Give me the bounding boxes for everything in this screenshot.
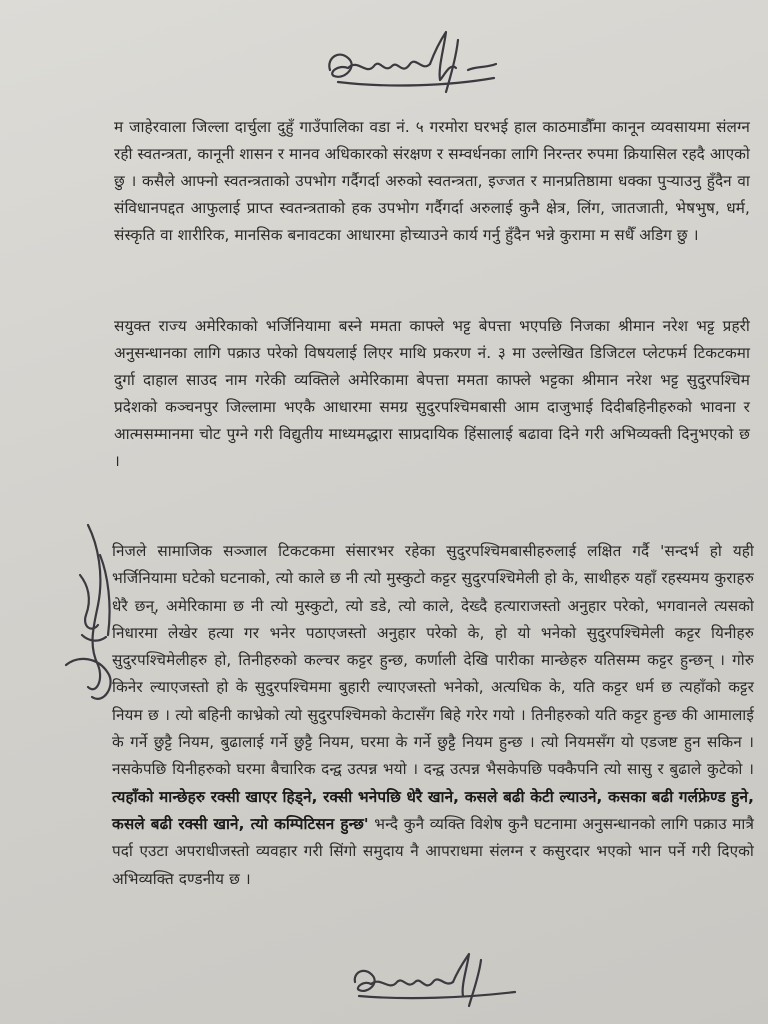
- signature-bottom: [345, 948, 525, 1014]
- paragraph-1: म जाहेरवाला जिल्ला दार्चुला दुहुँ गाउँपालिका वडा नं. ५ गरमोरा घरभई हाल काठमाडौँमा कानून व्यवसायमा संलग्न रही स्वतन्त्रता, कानूनी शासन र मानव अधिकारको संरक्षण र सम्वर्धनका लागि निरन्तर रुपमा क्रियासिल रहदै आएको छु । कसैले आफ्नो स्वतन्त्रताको उपभोग गर्दैगर्दा अरुको स्वतन्त्रता, इज्जत र मानप्रतिष्ठामा धक्का पुऱ्याउनु हुँदैन वा संविधानपद्दत आफुलाई प्राप्त स्वतन्त्रताको हक उपभोग गर्दैगर्दा अरुलाई कुनै क्षेत्र, लिंग, जातजाती, भेषभुष, धर्म, संस्कृति वा शारीरिक, मानसिक बनावटका आधारमा होच्याउने कार्य गर्नु हुँदैन भन्ने कुरामा म सधैँ अडिग छु ।: [114, 118, 750, 244]
- paragraph-3-bold-quote: त्यहाँको मान्छेहरु रक्सी खाएर हिड्ने, रक्सी भनेपछि धेरै खाने, कसले बढी केटी ल्याउने, कसका बढी गर्लफ्रेण्ड हुने, कसले बढी रक्सी खाने, त्यो कम्पिटिसन हुन्छ': [112, 787, 754, 833]
- paragraph-2: सयुक्त राज्य अमेरिकाको भर्जिनियामा बस्ने ममता काफ्ले भट्ट बेपत्ता भएपछि निजका श्रीमान नरेश भट्ट प्रहरी अनुसन्धानका लागि पक्राउ परेको विषयलाई लिएर माथि प्रकरण नं. ३ मा उल्लेखित डिजिटल प्लेटफर्म टिकटकमा दुर्गा दाहाल साउद नाम गरेकी व्यक्तिले अमेरिकामा बेपत्ता ममता काफ्ले भट्टका श्रीमान नरेश भट्ट सुदुरपश्चिम प्रदेशको कञ्चनपुर जिल्लामा भएकै आधारमा समग्र सुदुरपश्चिमबासी आम दाजुभाई दिदीबहिनीहरुको भावना र आत्मसम्मानमा चोट पुग्ने गरी विद्युतीय माध्यमद्धारा साप्रदायिक हिंसालाई बढावा दिने गरी अभिव्यक्ती दिनुभएको छ ।: [114, 317, 750, 470]
- paragraph-3: [112, 538, 754, 893]
- paragraph-3-ending: भन्दै कुनै व्यक्ति विशेष कुनै घटनामा अनुसन्धानको लागि पक्राउ मात्रै पर्दा एउटा अपराधीजस्तो व्यवहार गरी सिंगो समुदाय नै आपराधमा संलग्न र कसुरदार भएको भान पर्ने गरी दिएको अभिव्यक्ति दण्डनीय छ ।: [112, 814, 754, 888]
- signature-top: [318, 18, 508, 108]
- paragraph-3-text: निजले सामाजिक सञ्जाल टिकटकमा संसारभर रहेका सुदुरपश्चिमबासीहरुलाई लक्षित गर्दै 'सन्दर्भ हो यही भर्जिनियामा घटेको घटनाको, त्यो काले छ नी त्यो मुस्कुटो कट्टर सुदुरपश्चिमेली हो के, साथीहरु यहाँ रहस्यमय कुराहरु धेरै छन्, अमेरिकामा छ नी त्यो मुस्कुटो, त्यो डडे, त्यो काले, देख्दै हत्याराजस्तो अनुहार परेको, भगवानले त्यसको निधारमा लेखेर हत्या गर भनेर पठाएजस्तो अनुहार परेको के, हो यो भनेको सुदुरपश्चिमेली कट्टर यिनीहरु सुदुरपश्चिमेलीहरु हो, तिनीहरुको कल्चर कट्टर हुन्छ, कर्णाली देखि पारीका मान्छेहरु यतिसम्म कट्टर हुन्छन् । गोरु किनेर ल्याएजस्तो हो के सुदुरपश्चिममा बुहारी ल्याएजस्तो भनेको, अत्यधिक के, यति कट्टर धर्म छ त्यहाँको कट्टर नियम छ । त्यो बहिनी काभ्रेको त्यो सुदुरपश्चिमको केटासँग बिहे गरेर गयो । तिनीहरुको यति कट्टर हुन्छ की आमालाई के गर्ने छुट्टै नियम, बुढालाई गर्ने छुट्टै नियम, घरमा के गर्ने छुट्टै नियम हुन्छ । त्यो नियमसँग यो एडजष्ट हुन सकिन । नसकेपछि यिनीहरुको घरमा बैचारिक दन्द्व उत्पन्न भयो । दन्द्व उत्पन्न भैसकेपछि पक्कैपनि त्यो सासु र बुढाले कुटेको ।: [112, 542, 755, 779]
